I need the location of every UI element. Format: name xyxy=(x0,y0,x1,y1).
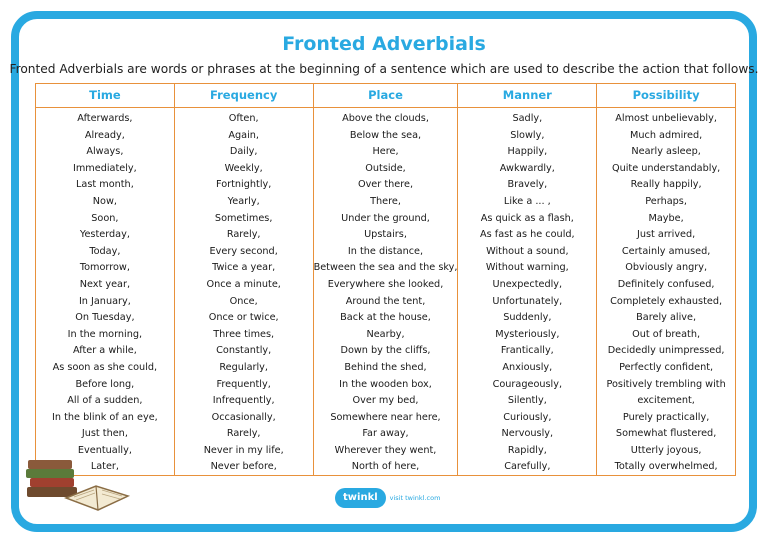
intro-text: Fronted Adverbials are words or phrases at the beginning of a sentence which are used to describe the action that follows. xyxy=(9,62,759,76)
list-item: Totally overwhelmed, xyxy=(614,461,718,473)
list-item: Outside, xyxy=(365,162,406,174)
list-item: Rapidly, xyxy=(507,444,547,456)
list-item: Suddenly, xyxy=(503,312,552,324)
list-item: Frequently, xyxy=(216,378,271,390)
column-manner xyxy=(458,84,597,475)
list-item: Once, xyxy=(229,295,258,307)
list-item: Quite understandably, xyxy=(611,162,721,174)
list-item: Once a minute, xyxy=(206,278,281,290)
list-item: Later, xyxy=(90,461,119,473)
list-item: Positively trembling with xyxy=(606,378,726,390)
list-item: Below the sea, xyxy=(349,129,422,141)
column-heading-possibility: Possibility xyxy=(597,84,735,108)
list-item: Frantically, xyxy=(500,345,554,357)
list-item: In the distance, xyxy=(347,245,424,257)
list-item: Sadly, xyxy=(512,113,543,124)
column-frequency xyxy=(175,84,314,475)
visit-link[interactable]: visit twinkl.com xyxy=(389,494,441,502)
list-item: Silently, xyxy=(507,395,547,407)
list-item: Rarely, xyxy=(226,229,261,241)
list-item: Afterwards, xyxy=(77,113,133,124)
list-item: Awkwardly, xyxy=(499,162,555,174)
list-item: Maybe, xyxy=(648,212,684,224)
list-item: Regularly, xyxy=(219,361,268,373)
column-time xyxy=(36,84,175,475)
list-item: Yearly, xyxy=(227,195,260,207)
list-item: Today, xyxy=(89,245,121,257)
list-item: Slowly, xyxy=(510,129,545,141)
column-heading-time: Time xyxy=(36,84,174,108)
list-item: Down by the cliffs, xyxy=(340,345,431,357)
list-item: Obviously angry, xyxy=(625,262,708,274)
list-item: Now, xyxy=(92,195,117,207)
list-item: Before long, xyxy=(75,378,135,390)
column-heading-place: Place xyxy=(314,84,458,108)
list-item: Never in my life, xyxy=(203,444,284,456)
list-item: As quick as a flash, xyxy=(480,212,574,224)
list-item: Here, xyxy=(372,146,399,158)
adverbials-table xyxy=(35,83,736,476)
list-item: Under the ground, xyxy=(341,212,430,224)
list-item: Weekly, xyxy=(224,162,263,174)
list-item: As fast as he could, xyxy=(480,229,575,241)
list-item: In the morning, xyxy=(67,328,143,340)
list-item: Around the tent, xyxy=(345,295,426,307)
list-item: Again, xyxy=(228,129,259,141)
list-item: Bravely, xyxy=(507,179,548,191)
list-item: Almost unbelievably, xyxy=(615,113,717,124)
list-item: excitement, xyxy=(637,395,695,407)
list-item: Nearby, xyxy=(366,328,405,340)
column-list-frequency xyxy=(175,108,313,476)
list-item: Above the clouds, xyxy=(342,113,429,124)
list-item: Nervously, xyxy=(501,428,554,440)
list-item: There, xyxy=(370,195,401,207)
list-item: Completely exhausted, xyxy=(610,295,723,307)
list-item: Soon, xyxy=(91,212,119,224)
list-item: Between the sea and the sky, xyxy=(313,262,458,274)
list-item: Yesterday, xyxy=(79,229,130,241)
list-item: Courageously, xyxy=(492,378,563,390)
list-item: In January, xyxy=(78,295,131,307)
column-heading-manner: Manner xyxy=(458,84,596,108)
column-heading-frequency: Frequency xyxy=(175,84,313,108)
list-item: Carefully, xyxy=(504,461,551,473)
footer-branding xyxy=(335,487,440,509)
twinkl-logo[interactable]: twinkl xyxy=(335,488,386,508)
list-item: Eventually, xyxy=(77,444,132,456)
books-illustration-icon xyxy=(22,446,132,516)
list-item: Without a sound, xyxy=(486,245,569,257)
list-item: Last month, xyxy=(76,179,134,191)
list-item: Barely alive, xyxy=(636,312,697,324)
list-item: Twice a year, xyxy=(212,262,276,274)
list-item: In the wooden box, xyxy=(339,378,432,390)
list-item: Somewhere near here, xyxy=(330,411,441,423)
list-item: Everywhere she looked, xyxy=(327,278,444,290)
list-item: Decidedly unimpressed, xyxy=(607,345,725,357)
list-item: Certainly amused, xyxy=(621,245,711,257)
list-item: Back at the house, xyxy=(340,312,431,324)
list-item: Tomorrow, xyxy=(79,262,130,274)
list-item: After a while, xyxy=(72,345,137,357)
list-item: Just arrived, xyxy=(636,229,696,241)
list-item: Curiously, xyxy=(503,411,552,423)
list-item: Definitely confused, xyxy=(617,278,715,290)
list-item: Anxiously, xyxy=(502,361,553,373)
list-item: Often, xyxy=(228,113,259,124)
list-item: Utterly joyous, xyxy=(630,444,702,456)
list-item: Happily, xyxy=(507,146,548,158)
list-item: Daily, xyxy=(229,146,258,158)
list-item: Mysteriously, xyxy=(495,328,560,340)
list-item: As soon as she could, xyxy=(52,361,158,373)
list-item: Never before, xyxy=(210,461,277,473)
list-item: Upstairs, xyxy=(364,229,407,241)
list-item: Sometimes, xyxy=(214,212,273,224)
list-item: Immediately, xyxy=(73,162,137,174)
list-item: Somewhat flustered, xyxy=(615,428,717,440)
list-item: Next year, xyxy=(79,278,131,290)
column-list-manner xyxy=(458,108,596,476)
list-item: Like a ... , xyxy=(503,195,551,207)
list-item: Wherever they went, xyxy=(334,444,437,456)
column-list-time xyxy=(36,108,174,476)
list-item: Rarely, xyxy=(226,428,261,440)
list-item: Just then, xyxy=(81,428,128,440)
list-item: Occasionally, xyxy=(211,411,276,423)
list-item: Three times, xyxy=(213,328,275,340)
list-item: Really happily, xyxy=(630,179,702,191)
list-item: On Tuesday, xyxy=(75,312,135,324)
list-item: Fortnightly, xyxy=(215,179,272,191)
list-item: Perfectly confident, xyxy=(619,361,714,373)
list-item: Every second, xyxy=(209,245,278,257)
column-list-possibility xyxy=(597,108,735,476)
list-item: Already, xyxy=(84,129,125,141)
list-item: Unexpectedly, xyxy=(492,278,563,290)
list-item: Constantly, xyxy=(216,345,272,357)
list-item: Behind the shed, xyxy=(344,361,427,373)
list-item: Always, xyxy=(86,146,124,158)
list-item: Much admired, xyxy=(630,129,703,141)
page-title: Fronted Adverbials xyxy=(282,33,486,55)
list-item: Once or twice, xyxy=(208,312,279,324)
column-list-place xyxy=(314,108,458,476)
column-possibility xyxy=(597,84,735,475)
list-item: Over there, xyxy=(357,179,414,191)
list-item: All of a sudden, xyxy=(67,395,143,407)
list-item: Over my bed, xyxy=(352,395,419,407)
list-item: North of here, xyxy=(351,461,420,473)
list-item: Unfortunately, xyxy=(492,295,563,307)
list-item: Without warning, xyxy=(485,262,569,274)
list-item: Purely practically, xyxy=(622,411,710,423)
list-item: In the blink of an eye, xyxy=(52,411,158,423)
column-place xyxy=(314,84,459,475)
list-item: Infrequently, xyxy=(212,395,275,407)
list-item: Far away, xyxy=(362,428,409,440)
list-item: Nearly asleep, xyxy=(631,146,701,158)
list-item: Perhaps, xyxy=(645,195,687,207)
list-item: Out of breath, xyxy=(632,328,701,340)
